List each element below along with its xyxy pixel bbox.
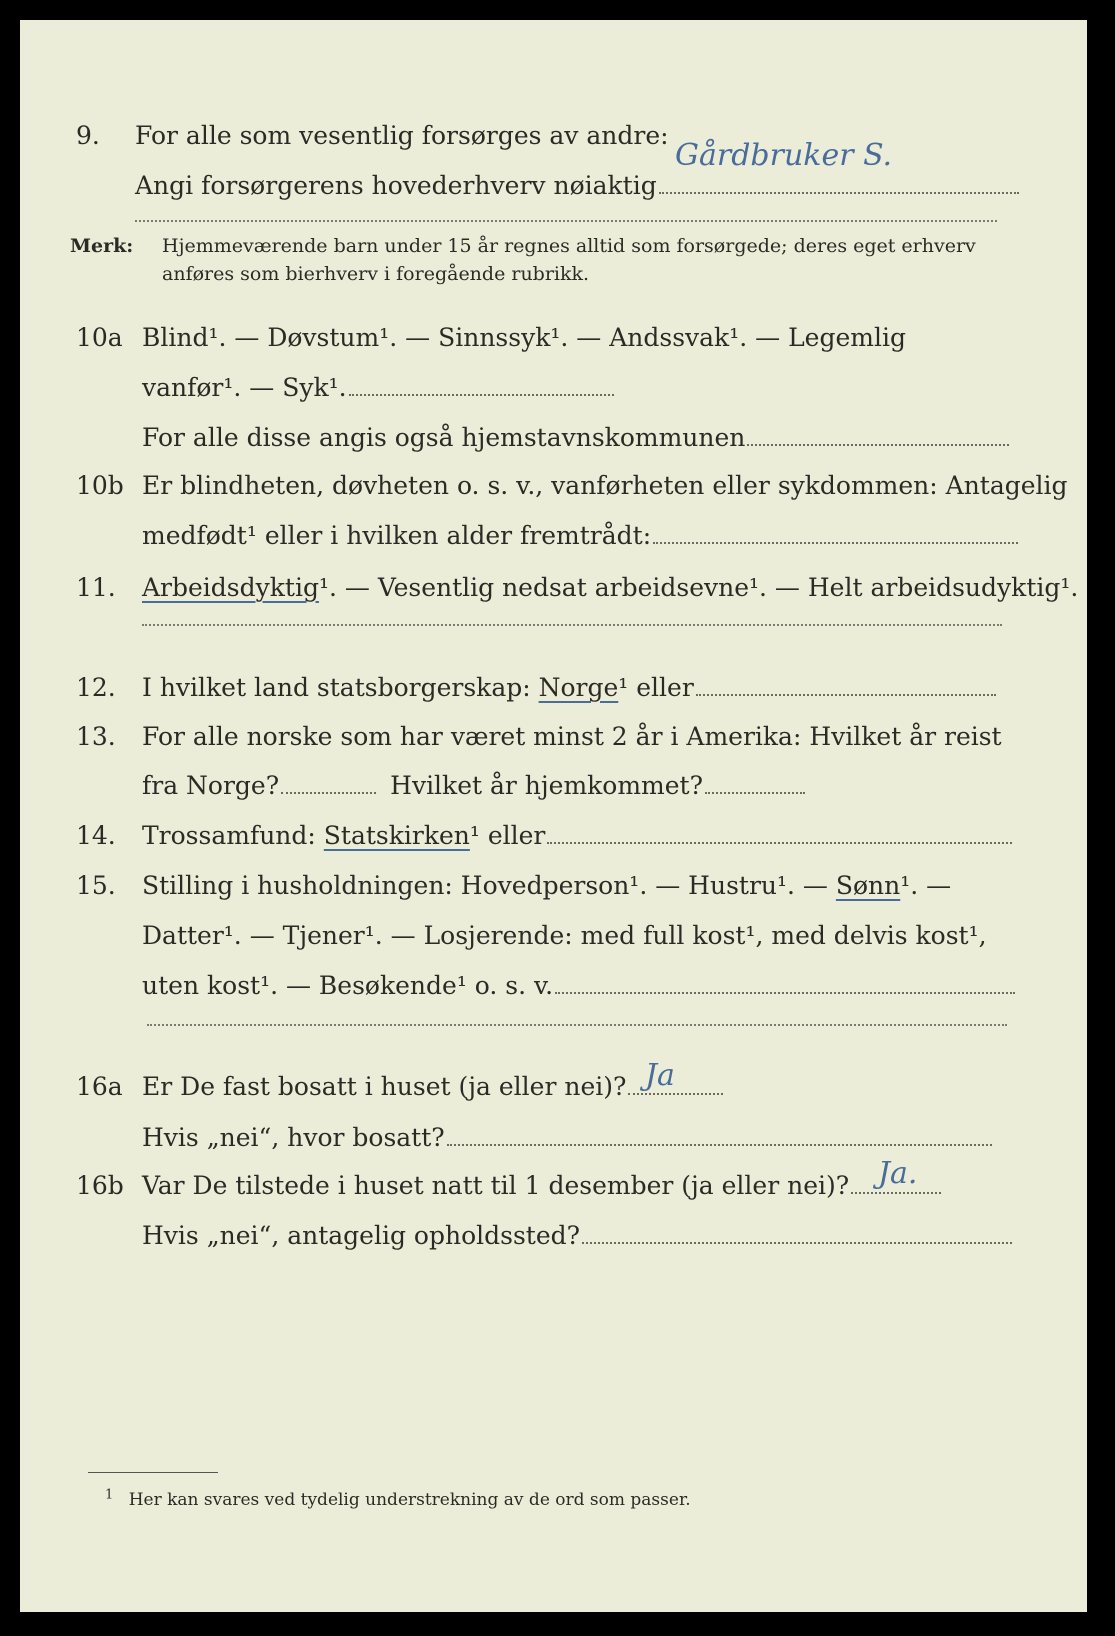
q11-extra-rule: [142, 624, 1002, 626]
footnote-mark: 1: [105, 1487, 114, 1503]
merk-text-1: Hjemmeværende barn under 15 år regnes alltid som forsørgede; deres eget erhverv: [162, 235, 976, 257]
q10a-number: 10a: [76, 323, 123, 352]
q10b-text-2: medfødt¹ eller i hvilken alder fremtrådt:: [142, 516, 1018, 556]
footnote-text: Her kan svares ved tydelig understrekning av de ord som passer.: [128, 1490, 691, 1510]
q9-line1: [20, 116, 1087, 156]
q12-underlined-answer: Norge: [538, 673, 619, 702]
q13-text-2: fra Norge? Hvilket år hjemkommet?: [142, 766, 805, 806]
q16a-handwritten-answer: Ja: [645, 1058, 675, 1093]
q15-text-1: Stilling i husholdningen: Hovedperson¹. — Hustru¹. — Sønn¹. —: [142, 871, 952, 900]
q16b-text-1: Var De tilstede i huset natt til 1 desember (ja eller nei)?: [142, 1166, 941, 1206]
q15-line1: [20, 866, 1087, 906]
q9-text-2: Angi forsørgerens hovederhverv nøiaktig: [135, 166, 1019, 206]
q16b-line2: [20, 1216, 1087, 1256]
q14-text: Trossamfund: Statskirken¹ eller: [142, 816, 1012, 856]
q10a-text-1: Blind¹. — Døvstum¹. — Sinnssyk¹. — Andssvak¹. — Legemlig: [142, 323, 906, 352]
q15-line3: [20, 966, 1087, 1006]
q13-line1: [20, 717, 1087, 757]
q9-handwritten-answer: Gårdbruker S.: [675, 138, 893, 173]
q16a-text-2: Hvis „nei“, hvor bosatt?: [142, 1118, 992, 1158]
q16b-number: 16b: [76, 1171, 124, 1200]
q16a-number: 16a: [76, 1072, 123, 1101]
q10a-line1: [20, 318, 1087, 358]
q13-number: 13.: [76, 722, 116, 751]
q9-line2: [20, 166, 1087, 206]
q15-underlined-answer: Sønn: [835, 871, 901, 900]
q15-text-3: uten kost¹. — Besøkende¹ o. s. v.: [142, 966, 1015, 1006]
merk-label: Merk:: [70, 235, 134, 257]
q10b-line2: [20, 516, 1087, 556]
q10b-number: 10b: [76, 471, 124, 500]
q16a-line1: [20, 1067, 1087, 1107]
q10a-text-3: For alle disse angis også hjemstavnskommunen: [142, 418, 1009, 458]
q12-text: I hvilket land statsborgerskap: Norge¹ eller: [142, 668, 996, 708]
q10a-line3: [20, 418, 1087, 458]
q14-number: 14.: [76, 821, 116, 850]
q16a-text-1: Er De fast bosatt i huset (ja eller nei)?: [142, 1067, 723, 1107]
q9-number: 9.: [76, 121, 100, 150]
q12-line: [20, 668, 1087, 708]
q10a-line2: [20, 368, 1087, 408]
q11-line: [20, 568, 1087, 608]
q10b-line1: [20, 466, 1087, 506]
q11-underlined-answer: Arbeidsdyktig: [142, 573, 319, 602]
q15-extra-rule: [147, 1024, 1007, 1026]
q16b-handwritten-answer: Ja.: [878, 1156, 918, 1191]
q14-underlined-answer: Statskirken: [323, 821, 470, 850]
q10b-text-1: Er blindheten, døvheten o. s. v., vanførheten eller sykdommen: Antagelig: [142, 471, 1068, 500]
q11-text: Arbeidsdyktig¹. — Vesentlig nedsat arbeidsevne¹. — Helt arbeidsudyktig¹.: [142, 573, 1079, 602]
q16b-line1: [20, 1166, 1087, 1206]
q12-number: 12.: [76, 673, 116, 702]
q9-text-1: For alle som vesentlig forsørges av andre:: [135, 121, 669, 150]
q11-number: 11.: [76, 573, 116, 602]
q16b-text-2: Hvis „nei“, antagelig opholdssted?: [142, 1216, 1012, 1256]
q15-number: 15.: [76, 871, 116, 900]
q14-line: [20, 816, 1087, 856]
q10a-text-2: vanfør¹. — Syk¹.: [142, 368, 614, 408]
census-form-page: [20, 20, 1087, 1612]
q13-text-1: For alle norske som har været minst 2 år i Amerika: Hvilket år reist: [142, 722, 1002, 751]
q13-line2: [20, 766, 1087, 806]
merk-text-2: anføres som bierhverv i foregående rubrikk.: [162, 263, 590, 285]
footnote: [105, 1487, 691, 1510]
q15-text-2: Datter¹. — Tjener¹. — Losjerende: med full kost¹, med delvis kost¹,: [142, 921, 987, 950]
q15-line2: [20, 916, 1087, 956]
footnote-rule: [88, 1472, 218, 1473]
q16a-line2: [20, 1118, 1087, 1158]
q9-extra-rule: [135, 220, 997, 222]
